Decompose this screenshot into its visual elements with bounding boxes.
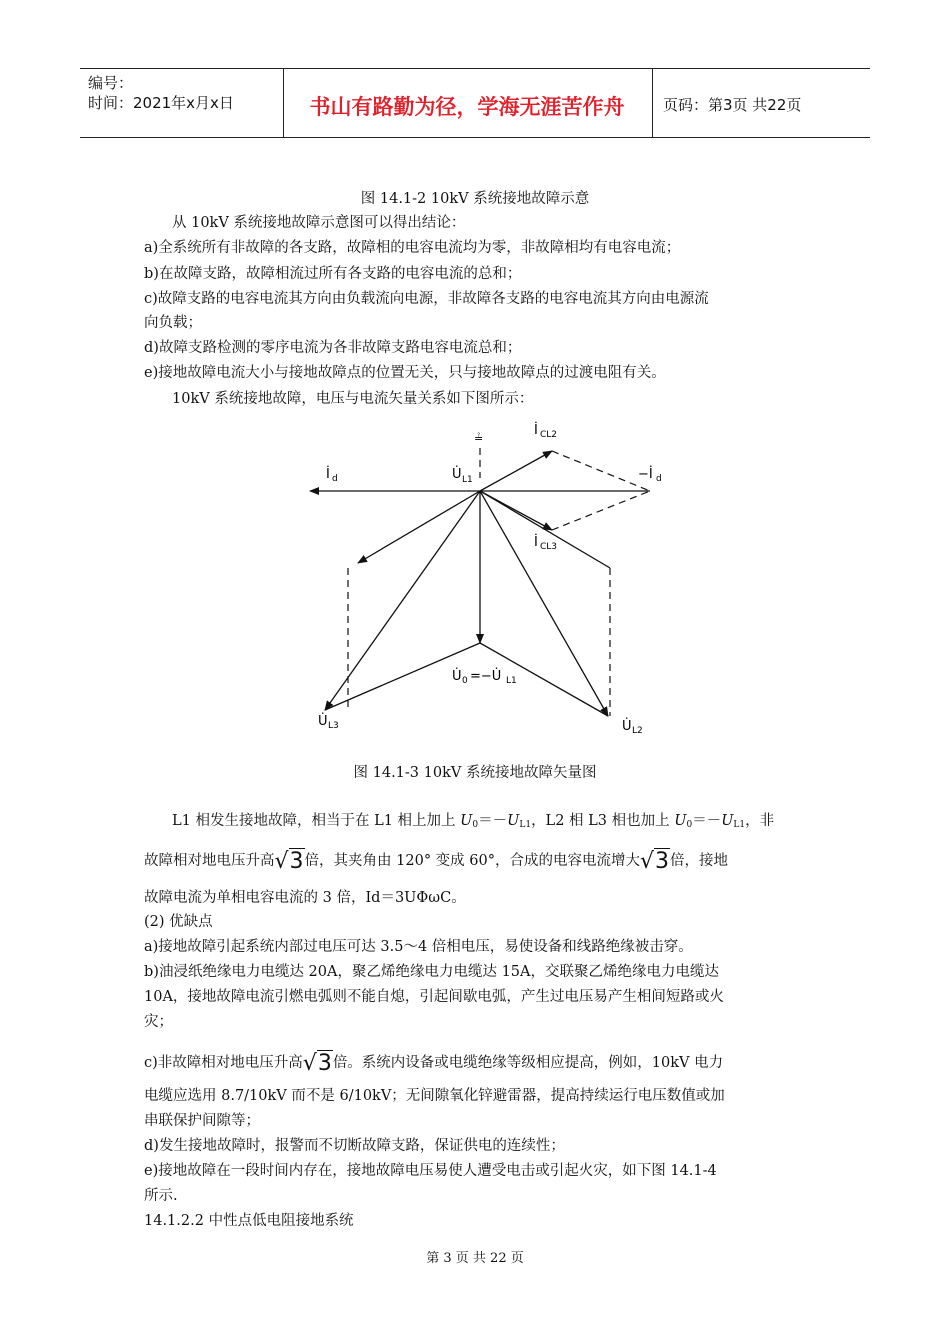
para1-text: ，非: [745, 813, 775, 829]
label-ul3: U̇: [318, 714, 328, 729]
pros-cons-title: (2) 优缺点: [144, 914, 213, 930]
u0-sub: 0: [472, 820, 479, 830]
u0-sub: 0: [686, 820, 693, 830]
pros-a: a)接地故障引起系统内部过电压可达 3.5～4 倍相电压，易使设备和线路绝缘被击穿。: [144, 939, 693, 955]
figure-caption-14-1-3: 图 14.1-3 10kV 系统接地故障矢量图: [353, 765, 597, 781]
intro-text: 从 10kV 系统接地故障示意图可以得出结论：: [172, 215, 466, 231]
header-time: 时间：2021年x月x日: [88, 94, 234, 112]
para1-line2: [144, 846, 729, 874]
inner-left-vector: [358, 491, 480, 563]
pros-b-line3: 灾；: [144, 1014, 173, 1030]
header-divider: [652, 69, 653, 137]
conclusion-d: d)故障支路检测的零序电流为各非故障支路电容电流总和；: [144, 340, 522, 356]
section-heading-14-1-2-2: 14.1.2.2 中性点低电阻接地系统: [144, 1213, 354, 1229]
sqrt3-symbol: √3: [639, 849, 670, 874]
label-id-sub: d: [332, 474, 338, 484]
label-icl3-sub: CL3: [540, 542, 558, 552]
vector-intro: 10kV 系统接地故障，电压与电流矢量关系如下图所示：: [172, 391, 534, 407]
para1-text: 倍，其夹角由 120° 变成 60°，合成的电容电流增大: [304, 853, 640, 869]
conclusion-a: a)全系统所有非故障的各支路，故障相的电容电流均为零，非故障相均有电容电流；: [144, 240, 681, 256]
para1-text: 故障相对地电压升高: [144, 853, 275, 869]
pros-b-line1: b)油浸纸绝缘电力电缆达 20A，聚乙烯绝缘电力电缆达 15A，交联聚乙烯绝缘电力电缆达: [144, 964, 719, 980]
dashed-icl3-minus-id: [552, 491, 650, 530]
label-minus-id: −İ: [638, 467, 653, 482]
header-number: 编号：: [88, 74, 134, 92]
para1-text: L1 相发生接地故障，相当于在 L1 相上加上: [172, 813, 461, 829]
pros-c-line2: 电缆应选用 8.7/10kV 而不是 6/10kV；无间隙氧化锌避雷器，提高持续运行电压数值或加: [144, 1088, 725, 1104]
pros-e-line1: e)接地故障在一段时间内存在，接地故障电压易使人遭受电击或引起火灾，如下图 14.1-4: [144, 1163, 717, 1179]
pros-b-line2: 10A，接地故障电流引燃电弧则不能自熄，引起间歇电弧，产生过电压易产生相间短路或火: [144, 989, 724, 1005]
header-page-info: 页码：第3页 共22页: [663, 96, 802, 114]
label-u0-eq-sub: L1: [506, 676, 517, 686]
para1-line1: [172, 809, 774, 830]
page-header: [80, 68, 870, 138]
para1-text: 倍，接地: [670, 853, 729, 869]
pros-c-line3: 串联保护间隙等；: [144, 1113, 260, 1129]
label-u0: U̇: [452, 669, 462, 684]
u0-symbol: U: [674, 813, 687, 829]
figure-caption-14-1-2: 图 14.1-2 10kV 系统接地故障示意: [360, 191, 590, 207]
label-icl2: İ: [534, 423, 538, 438]
label-ul1-sub: L1: [462, 475, 473, 485]
label-ul2: U̇: [622, 719, 632, 734]
pros-d: d)发生接地故障时，报警而不切断故障支路，保证供电的连续性；: [144, 1138, 565, 1154]
label-minus-id-sub: d: [656, 474, 662, 484]
label-u0-eq: =−U̇: [470, 669, 502, 684]
header-meta: [88, 73, 234, 113]
equals-minus: ＝－: [692, 813, 722, 829]
label-ul3-sub: L3: [328, 721, 339, 731]
label-ul1: U̇: [452, 467, 462, 482]
ul1-symbol: U: [721, 813, 734, 829]
sqrt3-symbol: √3: [302, 1051, 332, 1076]
label-ul2-sub: L2: [632, 726, 643, 736]
header-motto: 书山有路勤为径，学海无涯苦作舟: [309, 95, 625, 119]
conclusion-c-line1: c)故障支路的电容电流其方向由负载流向电源，非故障各支路的电容电流其方向由电源流: [144, 291, 709, 307]
pros-text: 倍。系统内设备或电缆绝缘等级相应提高，例如，10kV 电力: [332, 1055, 724, 1071]
conclusion-c-line2: 向负载；: [144, 315, 202, 331]
ul1-sub: L1: [519, 820, 532, 830]
pros-e-line2: 所示.: [144, 1188, 178, 1204]
page-footer: 第 3 页 共 22 页: [426, 1251, 524, 1266]
label-id: İ: [326, 467, 330, 482]
label-icl2-sub: CL2: [540, 430, 558, 440]
para1-text: ，L2 相 L3 相也加上: [531, 813, 675, 829]
u0-symbol: U: [460, 813, 473, 829]
conclusion-b: b)在故障支路，故障相流过所有各支路的电容电流的总和；: [144, 266, 522, 282]
inner-right-line: [480, 491, 610, 568]
dashed-icl2-minus-id: [552, 451, 650, 491]
ground-symbol: ≟: [474, 432, 484, 445]
label-u0-sub: 0: [462, 676, 468, 686]
ul1-sub: L1: [733, 820, 746, 830]
ul1-symbol: U: [507, 813, 520, 829]
sqrt3-symbol: √3: [274, 849, 304, 874]
equals-minus: ＝－: [478, 813, 508, 829]
para1-line3: 故障电流为单相电容电流的 3 倍，Id＝3UΦωC。: [144, 890, 466, 906]
pros-text: c)非故障相对地电压升高: [144, 1055, 303, 1071]
conclusion-e: e)接地故障电流大小与接地故障点的位置无关，只与接地故障点的过渡电阻有关。: [144, 365, 666, 381]
icl2-vector: [480, 451, 552, 491]
vector-diagram: [290, 418, 690, 743]
label-icl3: İ: [534, 535, 538, 550]
pros-c-line1: [144, 1048, 724, 1076]
